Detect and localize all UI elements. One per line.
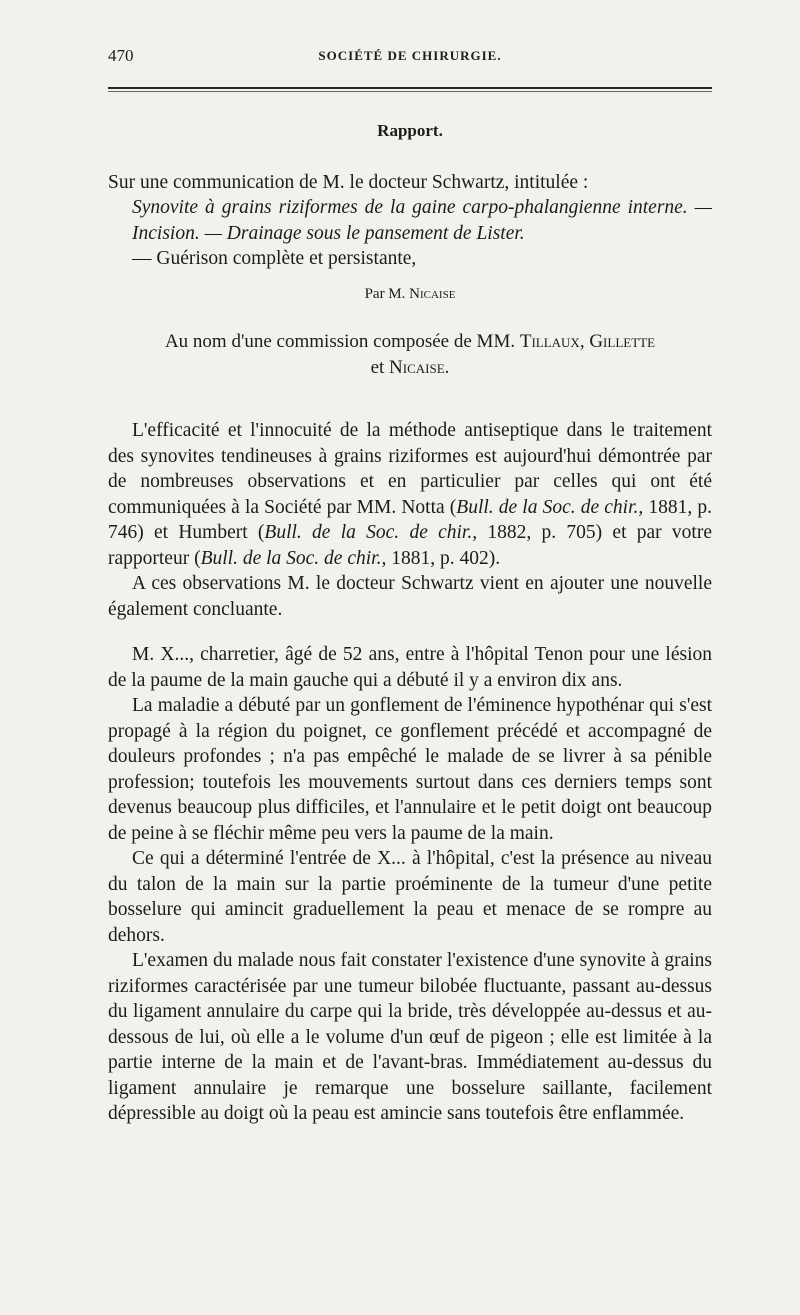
author-line (108, 282, 712, 308)
commission-text: Au nom d'une commission composée de MM. (164, 331, 516, 352)
commission-conj: et (370, 356, 385, 378)
running-title: SOCIÉTÉ DE CHIRURGIE. (318, 48, 502, 63)
paragraph-4: La maladie a débuté par un gonflement de l'éminence hypothénar qui s'est propagé à la région du poignet, ce gonflement précédé et accompagné de douleurs profondes ; n'a pas empêché le malade de se livrer à sa pénible profession; toutefois les mouvements surtout dans ces derniers temps sont devenus beaucoup plus difficiles, et l'annulaire et le petit doigt ont beaucoup de peine à se fléchir même peu vers la paume de la main. (108, 695, 712, 844)
paragraph-5: Ce qui a déterminé l'entrée de X... à l'hôpital, c'est la présence au niveau du talon de la main sur la partie proéminente de la tumeur d'une petite bosselure qui amincit graduellement la peau et menace de se rompre au dehors. (108, 848, 712, 946)
p1-text-c: 1882, p. 705) et par votre rapporteur ( (108, 522, 712, 569)
author-name: Nicaise (409, 285, 456, 302)
page-number: 470 (108, 46, 134, 65)
paragraph-1 (108, 418, 712, 571)
p1-citation-1: Bull. de la Soc. de chir., (456, 496, 644, 518)
paragraph-2: A ces observations M. le docteur Schwartz vient en ajouter une nouvelle également concluante. (108, 573, 712, 620)
commission-member-3: Nicaise. (389, 356, 450, 378)
p1-text-b: 1881, p. 746) et Humbert ( (108, 496, 713, 543)
commission-line (108, 329, 712, 380)
p1-citation-3: Bull. de la Soc. de chir., (200, 547, 387, 569)
p1-citation-2: Bull. de la Soc. de chir., (264, 522, 478, 543)
paragraph-6: L'examen du malade nous fait constater l'existence d'une synovite à grains riziformes caractérisée par une tumeur bilobée fluctuante, passant au-dessus du ligament annulaire du carpe qui la bride, très développée au-dessus et au-dessous de lui, où elle a le volume d'un œuf de pigeon ; elle est limitée à la partie interne de la main et de l'avant-bras. Immédiatement au-dessus du ligament annulaire je remarque une bosselure saillante, facilement dépressible au doigt où la peau est amincie sans toutefois être enflammée. (108, 950, 712, 1124)
section-title: Rapport. (377, 121, 443, 140)
paragraph-3: M. X..., charretier, âgé de 52 ans, entre à l'hôpital Tenon pour une lésion de la paume de la main gauche qui a débuté il y a environ dix ans. (108, 644, 712, 691)
p1-text-d: 1881, p. 402). (386, 547, 501, 569)
subject-tail: — Guérison complète et persistante, (132, 248, 417, 269)
report-subject (108, 170, 712, 272)
header-rule (108, 87, 712, 89)
commission-member-1: Tillaux, (519, 331, 585, 352)
subject-title: Synovite à grains riziformes de la gaine carpo-phalangienne interne. — Incision. — Drainage sous le pansement de Lister. (132, 197, 712, 244)
article-body (108, 118, 712, 1127)
p1-text-a: L'efficacité et l'innocuité de la méthode antiseptique dans le traitement des synovites tendineuses à grains riziformes est aujourd'hui démontrée par de nombreuses observations et en particulier par celles qui ont été communiquées à la Société par MM. Notta ( (108, 420, 712, 518)
author-prefix: Par M. (364, 285, 406, 302)
header-rule-thin (108, 91, 712, 92)
page-header (108, 46, 712, 68)
commission-member-2: Gillette (589, 331, 656, 352)
subject-lead: Sur une communication de M. le docteur Schwartz, intitulée : (108, 171, 589, 193)
paragraph-gap (108, 622, 712, 642)
